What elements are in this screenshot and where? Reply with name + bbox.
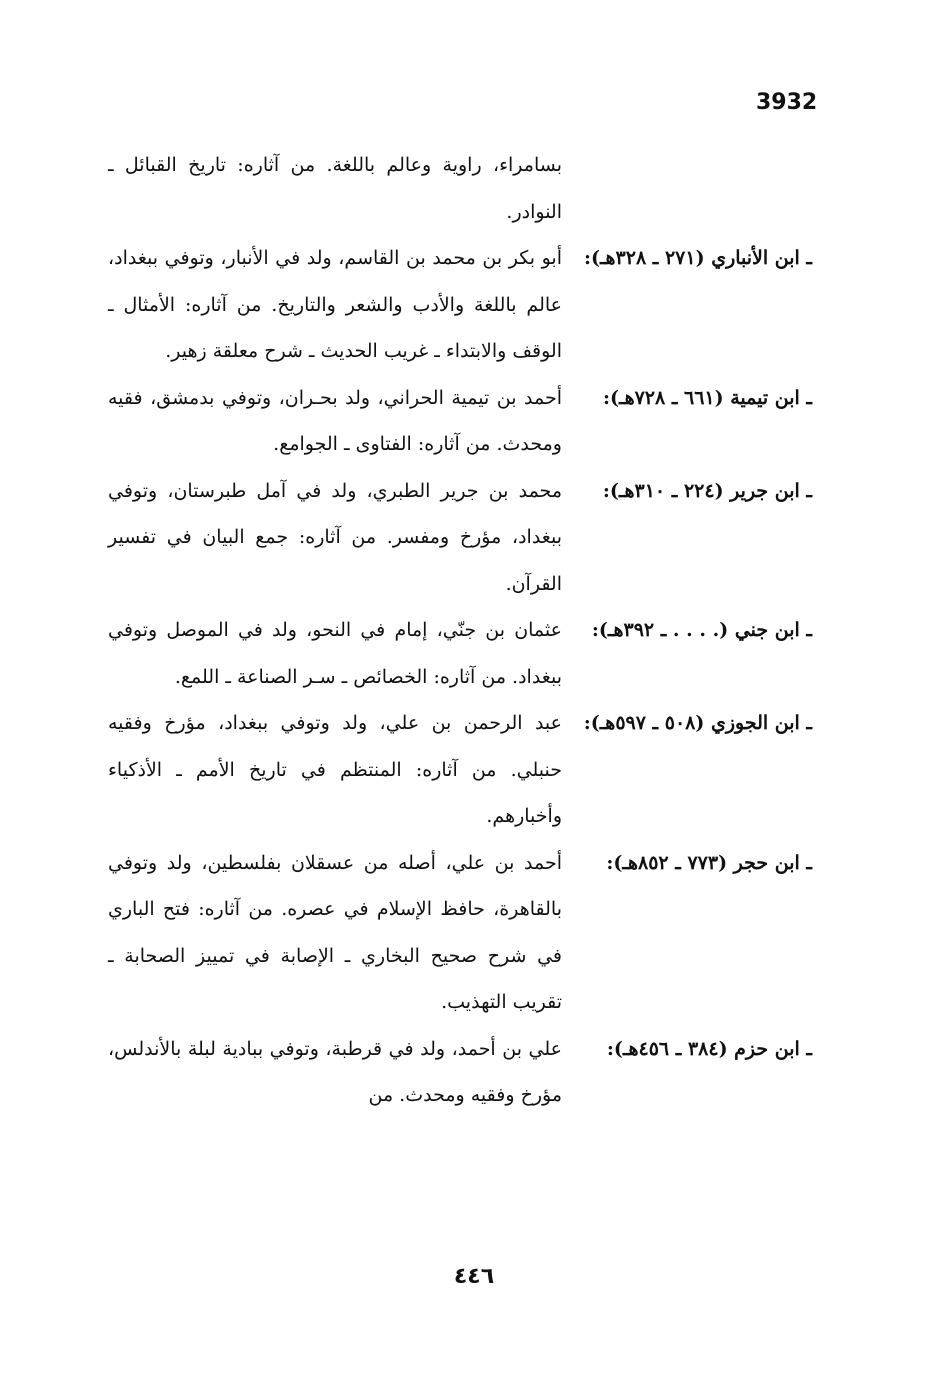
entry <box>100 1026 812 1119</box>
entry-description: محمد بن جرير الطبري، ولد في آمل طبرستان، وتوفي ببغداد، مؤرخ ومفسر. من آثاره: جمع البيان في تفسير القرآن. <box>108 479 562 595</box>
entry-term: ـ ابن الجوزي (٥٠٨ ـ ٥٩٧هـ): <box>583 712 812 734</box>
entry-term: ـ ابن حجر (٧٧٣ ـ ٨٥٢هـ): <box>606 851 812 874</box>
entry <box>100 142 812 235</box>
entry-term: ـ ابن جني (. . . . ـ ٣٩٢هـ): <box>591 619 812 641</box>
entries-list <box>100 142 812 1119</box>
entry <box>100 468 812 608</box>
entry <box>100 375 812 468</box>
entry-description: عثمان بن جنّي، إمام في النحو، ولد في الموصل وتوفي ببغداد. من آثاره: الخصائص ـ سـر الصناعة ـ اللمع. <box>108 619 562 688</box>
entry <box>100 840 812 1026</box>
entry-term: ـ ابن الأنباري (٢٧١ ـ ٣٢٨هـ): <box>583 247 812 269</box>
entry-description: أحمد بن تيمية الحراني، ولد بحـران، وتوفي بدمشق، فقيه ومحدث. من آثاره: الفتاوى ـ الجوامع. <box>108 386 562 455</box>
entry-description: علي بن أحمد، ولد في قرطبة، وتوفي ببادية لبلة بالأندلس، مؤرخ وفقيه ومحدث. من <box>108 1037 562 1106</box>
entry-term: ـ ابن تيمية (٦٦١ ـ ٧٢٨هـ): <box>603 386 812 409</box>
entry-description: أحمد بن علي، أصله من عسقلان بفلسطين، ولد وتوفي بالقاهرة، حافظ الإسلام في عصره. من آثاره: فتح الباري في شرح صحيح البخاري ـ الإصابة في تمييز الصحابة ـ تقريب التهذيب. <box>108 851 562 1013</box>
page-number: ٤٤٦ <box>453 1264 495 1289</box>
page-id: 3932 <box>756 90 818 115</box>
entry-term: ـ ابن حزم (٣٨٤ ـ ٤٥٦هـ): <box>606 1037 812 1060</box>
entry <box>100 607 812 700</box>
entry-description: بسامراء، راوية وعالم باللغة. من آثاره: تاريخ القبائل ـ النوادر. <box>108 154 562 223</box>
entry <box>100 700 812 840</box>
entry-description: عبد الرحمن بن علي، ولد وتوفي ببغداد، مؤرخ وفقيه حنبلي. من آثاره: المنتظم في تاريخ الأمم ـ الأذكياء وأخبارهم. <box>108 712 562 827</box>
entry-term: ـ ابن جرير (٢٢٤ ـ ٣١٠هـ): <box>602 479 812 502</box>
entry-description: أبو بكر بن محمد بن القاسم، ولد في الأنبار، وتوفي ببغداد، عالم باللغة والأدب والشعر والتاريخ. من آثاره: الأمثال ـ الوقف والابتداء ـ غريب الحديث ـ شرح معلقة زهير. <box>108 247 562 362</box>
entry <box>100 235 812 375</box>
